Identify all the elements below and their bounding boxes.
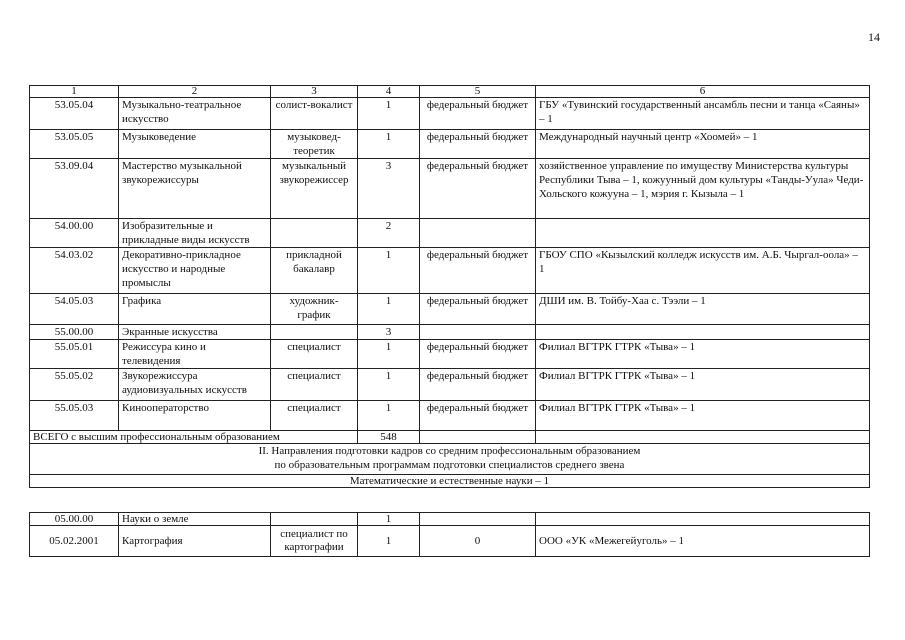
name-cell: Декоративно-прикладное искусство и народные промыслы bbox=[119, 248, 271, 294]
code-cell: 53.05.04 bbox=[30, 98, 119, 130]
section-heading-row bbox=[30, 444, 870, 475]
code-cell: 53.09.04 bbox=[30, 159, 119, 219]
name-cell: Режиссура кино и телевидения bbox=[119, 340, 271, 369]
qualification-cell: музыковед-теоретик bbox=[271, 130, 358, 159]
count-cell: 1 bbox=[358, 248, 420, 294]
employer-cell: Филиал ВГТРК ГТРК «Тыва» – 1 bbox=[536, 369, 870, 401]
code-cell: 55.00.00 bbox=[30, 325, 119, 340]
count-cell: 1 bbox=[358, 98, 420, 130]
table-row bbox=[30, 248, 870, 294]
name-cell: Картография bbox=[119, 526, 271, 557]
funding-cell bbox=[420, 513, 536, 526]
code-cell: 54.05.03 bbox=[30, 294, 119, 325]
header-cell: 5 bbox=[420, 86, 536, 98]
employer-cell: Филиал ВГТРК ГТРК «Тыва» – 1 bbox=[536, 401, 870, 431]
table-row bbox=[30, 130, 870, 159]
employer-cell: хозяйственное управление по имуществу Министерства культуры Республики Тыва – 1, кожуунный дом культуры «Танды-Уула» Чеди-Хольского кожууна – 1, мэрия г. Кызыла – 1 bbox=[536, 159, 870, 219]
empty-cell bbox=[420, 431, 536, 444]
employer-cell: ДШИ им. В. Тойбу-Хаа с. Тээли – 1 bbox=[536, 294, 870, 325]
header-cell: 2 bbox=[119, 86, 271, 98]
name-cell: Графика bbox=[119, 294, 271, 325]
funding-cell: федеральный бюджет bbox=[420, 248, 536, 294]
count-cell: 1 bbox=[358, 369, 420, 401]
code-cell: 05.00.00 bbox=[30, 513, 119, 526]
name-cell: Музыковедение bbox=[119, 130, 271, 159]
employer-cell bbox=[536, 325, 870, 340]
table-row bbox=[30, 159, 870, 219]
count-cell: 1 bbox=[358, 513, 420, 526]
funding-cell: федеральный бюджет bbox=[420, 294, 536, 325]
subsection-heading: Математические и естественные науки – 1 bbox=[30, 475, 870, 488]
section-heading-line: по образовательным программам подготовки специалистов среднего звена bbox=[274, 459, 625, 471]
qualification-cell bbox=[271, 513, 358, 526]
qualification-cell: специалист bbox=[271, 401, 358, 431]
qualification-cell: солист-вокалист bbox=[271, 98, 358, 130]
section-heading bbox=[30, 444, 870, 475]
funding-cell: федеральный бюджет bbox=[420, 369, 536, 401]
funding-cell: федеральный бюджет bbox=[420, 401, 536, 431]
code-cell: 53.05.05 bbox=[30, 130, 119, 159]
qualification-cell: специалист по картографии bbox=[271, 526, 358, 557]
table-row bbox=[30, 401, 870, 431]
employer-cell: ООО «УК «Межегейуголь» – 1 bbox=[536, 526, 870, 557]
name-cell: Кинооператорство bbox=[119, 401, 271, 431]
count-cell: 2 bbox=[358, 219, 420, 248]
section-heading-line: II. Направления подготовки кадров со средним профессиональным образованием bbox=[258, 445, 641, 457]
qualification-cell bbox=[271, 325, 358, 340]
code-cell: 05.02.2001 bbox=[30, 526, 119, 557]
qualification-cell: прикладной бакалавр bbox=[271, 248, 358, 294]
total-value: 548 bbox=[358, 431, 420, 444]
count-cell: 1 bbox=[358, 340, 420, 369]
qualification-cell bbox=[271, 219, 358, 248]
name-cell: Звукорежиссура аудиовизуальных искусств bbox=[119, 369, 271, 401]
subsection-row bbox=[30, 475, 870, 488]
code-cell: 55.05.02 bbox=[30, 369, 119, 401]
funding-cell bbox=[420, 325, 536, 340]
name-cell: Мастерство музыкальной звукорежиссуры bbox=[119, 159, 271, 219]
total-row bbox=[30, 431, 870, 444]
name-cell: Музыкально-театральное искусство bbox=[119, 98, 271, 130]
employer-cell: ГБОУ СПО «Кызылский колледж искусств им. А.Б. Чыргал-оола» – 1 bbox=[536, 248, 870, 294]
funding-cell: федеральный бюджет bbox=[420, 340, 536, 369]
employer-cell: ГБУ «Тувинский государственный ансамбль песни и танца «Саяны» – 1 bbox=[536, 98, 870, 130]
qualification-cell: музыкальный звукорежиссер bbox=[271, 159, 358, 219]
funding-cell: федеральный бюджет bbox=[420, 130, 536, 159]
name-cell: Экранные искусства bbox=[119, 325, 271, 340]
name-cell: Изобразительные и прикладные виды искусств bbox=[119, 219, 271, 248]
qualification-cell: специалист bbox=[271, 340, 358, 369]
table-row bbox=[30, 325, 870, 340]
table-row bbox=[30, 340, 870, 369]
code-cell: 54.00.00 bbox=[30, 219, 119, 248]
spo-table bbox=[29, 512, 870, 557]
table-row bbox=[30, 513, 870, 526]
count-cell: 1 bbox=[358, 526, 420, 557]
table-row bbox=[30, 219, 870, 248]
funding-cell: федеральный бюджет bbox=[420, 159, 536, 219]
table-row bbox=[30, 98, 870, 130]
header-row bbox=[30, 86, 870, 98]
qualification-cell: специалист bbox=[271, 369, 358, 401]
total-label: ВСЕГО с высшим профессиональным образованием bbox=[30, 431, 358, 444]
header-cell: 6 bbox=[536, 86, 870, 98]
code-cell: 54.03.02 bbox=[30, 248, 119, 294]
header-cell: 1 bbox=[30, 86, 119, 98]
employer-cell bbox=[536, 513, 870, 526]
page-number: 14 bbox=[868, 30, 880, 44]
header-cell: 3 bbox=[271, 86, 358, 98]
employer-cell: Международный научный центр «Хоомей» – 1 bbox=[536, 130, 870, 159]
employer-cell: Филиал ВГТРК ГТРК «Тыва» – 1 bbox=[536, 340, 870, 369]
code-cell: 55.05.03 bbox=[30, 401, 119, 431]
qualification-cell: художник-график bbox=[271, 294, 358, 325]
count-cell: 1 bbox=[358, 130, 420, 159]
funding-cell: 0 bbox=[420, 526, 536, 557]
name-cell: Науки о земле bbox=[119, 513, 271, 526]
main-table bbox=[29, 85, 870, 488]
count-cell: 3 bbox=[358, 325, 420, 340]
count-cell: 3 bbox=[358, 159, 420, 219]
empty-cell bbox=[536, 431, 870, 444]
code-cell: 55.05.01 bbox=[30, 340, 119, 369]
funding-cell: федеральный бюджет bbox=[420, 98, 536, 130]
table-row bbox=[30, 369, 870, 401]
funding-cell bbox=[420, 219, 536, 248]
employer-cell bbox=[536, 219, 870, 248]
table-row bbox=[30, 294, 870, 325]
header-cell: 4 bbox=[358, 86, 420, 98]
count-cell: 1 bbox=[358, 401, 420, 431]
table-row bbox=[30, 526, 870, 557]
count-cell: 1 bbox=[358, 294, 420, 325]
